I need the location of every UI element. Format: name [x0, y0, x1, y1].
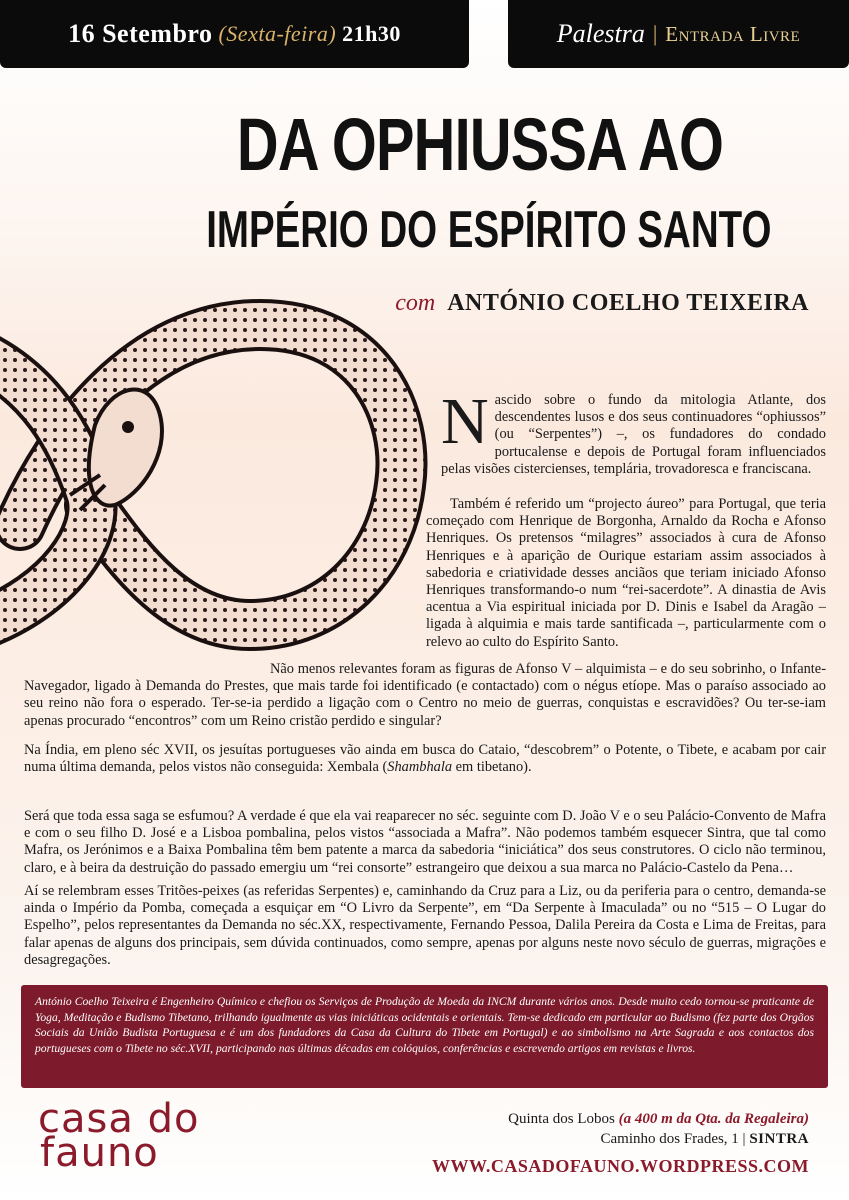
address-city: SINTRA [749, 1131, 809, 1147]
paragraph-4-part-b: em tibetano). [452, 759, 532, 776]
paragraph-4-italic: Shambhala [387, 759, 453, 776]
speaker-name: ANTÓNIO COELHO TEIXEIRA [447, 290, 809, 316]
logo-line-2: fauno [40, 1130, 159, 1176]
byline-prefix: com [395, 290, 436, 316]
page-subtitle: IMPÉRIO DO ESPÍRITO SANTO [206, 201, 772, 259]
paragraph-5: Será que toda essa saga se esfumou? A verdade é que ela vai reaparecer no séc. seguinte com D. João V e o seu Palácio-Convento de Mafra e com o seu filho D. José e a Lisboa pombalina, pelos vistos “associada a Mafra”. Não podemos também esquecer Sintra, que tal como Mafra, os Jerónimos e a Baixa Pombalina têm bem patente a marca da sabedoria “iniciática” dos seus construtores. O ciclo não terminou, claro, e à beira da destruição do passado emergiu um “rei consorte” estrangeiro que deixou a sua marca no Palácio-Castelo da Pena… [24, 808, 826, 876]
paragraph-4-part-a: Na Índia, em pleno séc XVII, os jesuítas portugueses vão ainda em busca do Cataio, “descobrem” o Potente, o Tibete, e acabam por cair numa última demanda, pelos vistos não conseguida: Xembala ( [24, 742, 826, 776]
website-link[interactable]: WWW.CASADOFAUNO.WORDPRESS.COM [431, 1156, 809, 1176]
event-type: Palestra [556, 19, 645, 48]
drop-cap: N [441, 385, 489, 458]
paragraph-6: Aí se relembram esses Tritões-peixes (as referidas Serpentes) e, caminhando da Cruz para a Liz, ou da periferia para o centro, demanda-se ainda o Império da Pomba, começada a esquiçar em “O Livro da Serpente”, em “Da Serpente à Imaculada” ou no “515 – O Lugar do Espelho”, pelos representantes da Demanda no séc.XX, respectivamente, Fernando Pessoa, Dalila Pereira da Costa e Lima de Freitas, para falar apenas de alguns dos principais, sem dúvida continuados, como sempre, apenas por alguns neste novo século de guerras, migrações e desagregações. [24, 883, 826, 968]
paragraph-3: Não menos relevantes foram as figuras de Afonso V – alquimista – e do seu sobrinho, o Infante-Navegador, ligado à Demanda do Prestes, que mais tarde foi identificado (e contactado) com o négus etíope. Mas o paraíso associado ao seu reino não fora o esperado. Ter-se-ia perdido a ligação com o Centro no meio de guerras, conquistas e escravidões? Ou ter-se-iam apenas procurado “encontros” com um Reino cristão perdido e singular? [24, 661, 826, 729]
address-place: Quinta dos Lobos [508, 1111, 615, 1127]
header-separator: | [652, 21, 658, 46]
paragraph-intro [441, 385, 826, 478]
event-type-banner [508, 0, 849, 68]
paragraph-2: Também é referido um “projecto áureo” para Portugal, que teria começado com Henrique de Borgonha, Arnaldo da Rocha e Afonso Henriques. Os pretensos “milagres” associados à cura de Afonso Henriques e à aparição de Ourique estariam assim associados à sabedoria e criatividade desses anciãos que teriam iniciado Afonso Henriques transformando-o num “rei-sacerdote”. A dinastia de Avis acentua a Via espiritual iniciada por D. Dinis e Isabel da Aragão – ligada à alquimia e mais tarde santificada –, particularmente com o relevo ao culto do Espírito Santo. [426, 496, 826, 650]
address-line-2 [508, 1129, 809, 1149]
date-banner [0, 0, 469, 68]
casa-do-fauno-logo [38, 1096, 200, 1176]
speaker-byline [395, 290, 809, 317]
address-note: (a 400 m da Qta. da Regaleira) [618, 1111, 809, 1127]
paragraph-intro-text: ascido sobre o fundo da mitologia Atlante, dos descendentes lusos e dos seus continuadores “ophiussos” (ou “Serpentes”) –, os fundadores do condado portucalense e depois de Portugal foram influenciados pelas visões cistercienses, templária, trovadoresca e franciscana. [441, 392, 826, 477]
page-title: DA OPHIUSSA AO [236, 103, 724, 186]
event-date: 16 Setembro [68, 19, 213, 48]
venue-address [508, 1109, 809, 1149]
entry-info: Entrada Livre [665, 21, 801, 46]
logo-line-1: casa do [38, 1096, 200, 1142]
ouroboros-serpent-icon [0, 295, 430, 665]
event-weekday: (Sexta-feira) [218, 21, 337, 46]
address-line-1 [508, 1109, 809, 1129]
event-time: 21h30 [342, 21, 401, 46]
paragraph-4 [24, 742, 826, 776]
speaker-bio: António Coelho Teixeira é Engenheiro Químico e chefiou os Serviços de Produção de Moeda da INCM durante vários anos. Desde muito cedo tornou-se praticante de Yoga, Meditação e Budismo Tibetano, trilhando igualmente as vias iniciáticas ocidentais e orientais. Tem-se dedicado em particular ao Budismo (fez parte dos Orgãos Sociais da União Budista Portuguesa e é um dos fundadores da Casa da Cultura do Tibete em Portugal) e ao simbolismo na Arte Sagrada e aos contactos dos portugueses com o Tibete no séc.XVII, participando nas últimas décadas em colóquios, conferências e escrevendo artigos em revistas e livros. [21, 985, 828, 1088]
address-street: Caminho dos Frades, 1 | [600, 1131, 746, 1147]
